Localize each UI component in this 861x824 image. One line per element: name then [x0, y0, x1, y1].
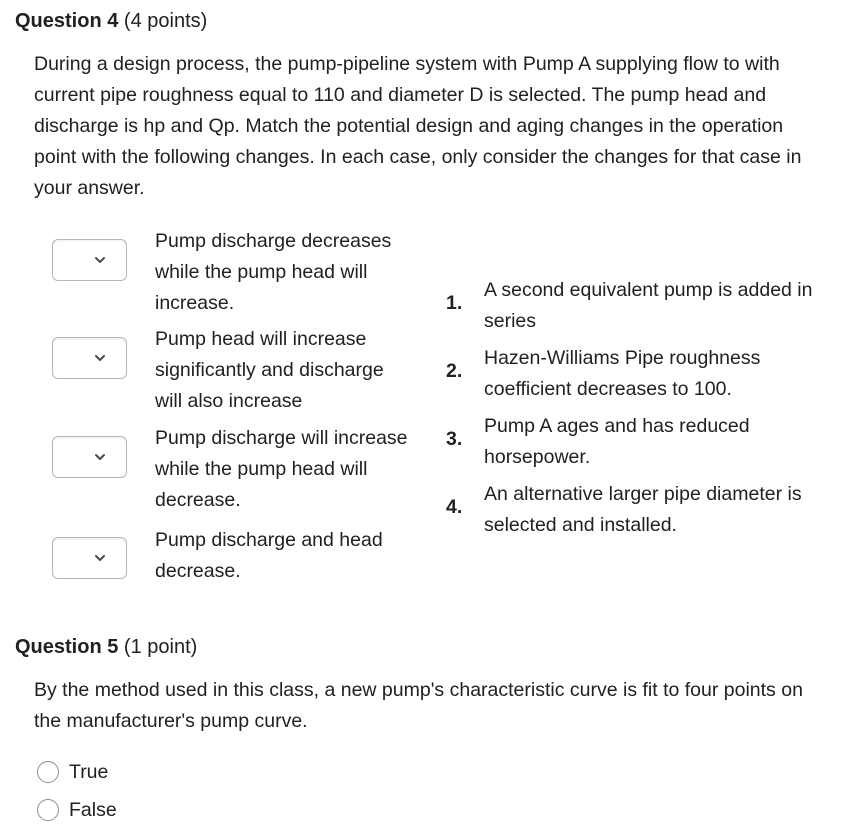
match-select-1[interactable] — [52, 239, 127, 281]
question-4-prompt: During a design process, the pump-pipeline system with Pump A supplying flow to with current pipe roughness equal to 110 and diameter D is selected. The pump head and discharge is hp and Qp. Match the potential design and aging changes in the operation point with the following changes. In each case, only consider the changes for that case in your answer. — [34, 53, 802, 199]
match-stem-3: Pump discharge will increase while the pump head will decrease. — [155, 427, 408, 511]
option-true[interactable] — [37, 758, 108, 786]
question-5-points: (1 point) — [123, 636, 198, 658]
question-4-title — [15, 10, 207, 33]
answer-text-3: Pump A ages and has reduced horsepower. — [484, 415, 750, 468]
answer-number-1: 1. — [446, 292, 463, 314]
radio-true[interactable] — [37, 761, 59, 783]
answer-number-3: 3. — [446, 428, 463, 450]
answer-text-4: An alternative larger pipe diameter is selected and installed. — [484, 483, 802, 536]
question-5-prompt: By the method used in this class, a new pump's characteristic curve is fit to four points on the manufacturer's pump curve. — [34, 679, 803, 732]
radio-false[interactable] — [37, 799, 59, 821]
match-select-2[interactable] — [52, 337, 127, 379]
match-select-3[interactable] — [52, 436, 127, 478]
answer-number-4: 4. — [446, 496, 463, 518]
answer-text-2: Hazen-Williams Pipe roughness coefficient decreases to 100. — [484, 347, 761, 400]
match-stem-1: Pump discharge decreases while the pump head will increase. — [155, 230, 392, 314]
match-select-4[interactable] — [52, 537, 127, 579]
option-false-label: False — [69, 798, 117, 821]
option-true-label: True — [69, 760, 109, 783]
chevron-down-icon — [93, 351, 107, 365]
option-false[interactable] — [37, 796, 117, 824]
question-4-points: (4 points) — [123, 10, 208, 32]
match-stem-2: Pump head will increase significantly and discharge will also increase — [155, 328, 384, 412]
question-4-label: Question 4 — [15, 10, 119, 32]
chevron-down-icon — [93, 450, 107, 464]
answer-number-2: 2. — [446, 360, 463, 382]
chevron-down-icon — [93, 253, 107, 267]
question-5-title — [15, 636, 197, 659]
match-stem-4: Pump discharge and head decrease. — [155, 529, 383, 582]
question-5-label: Question 5 — [15, 636, 119, 658]
answer-text-1: A second equivalent pump is added in series — [484, 279, 813, 332]
chevron-down-icon — [93, 551, 107, 565]
